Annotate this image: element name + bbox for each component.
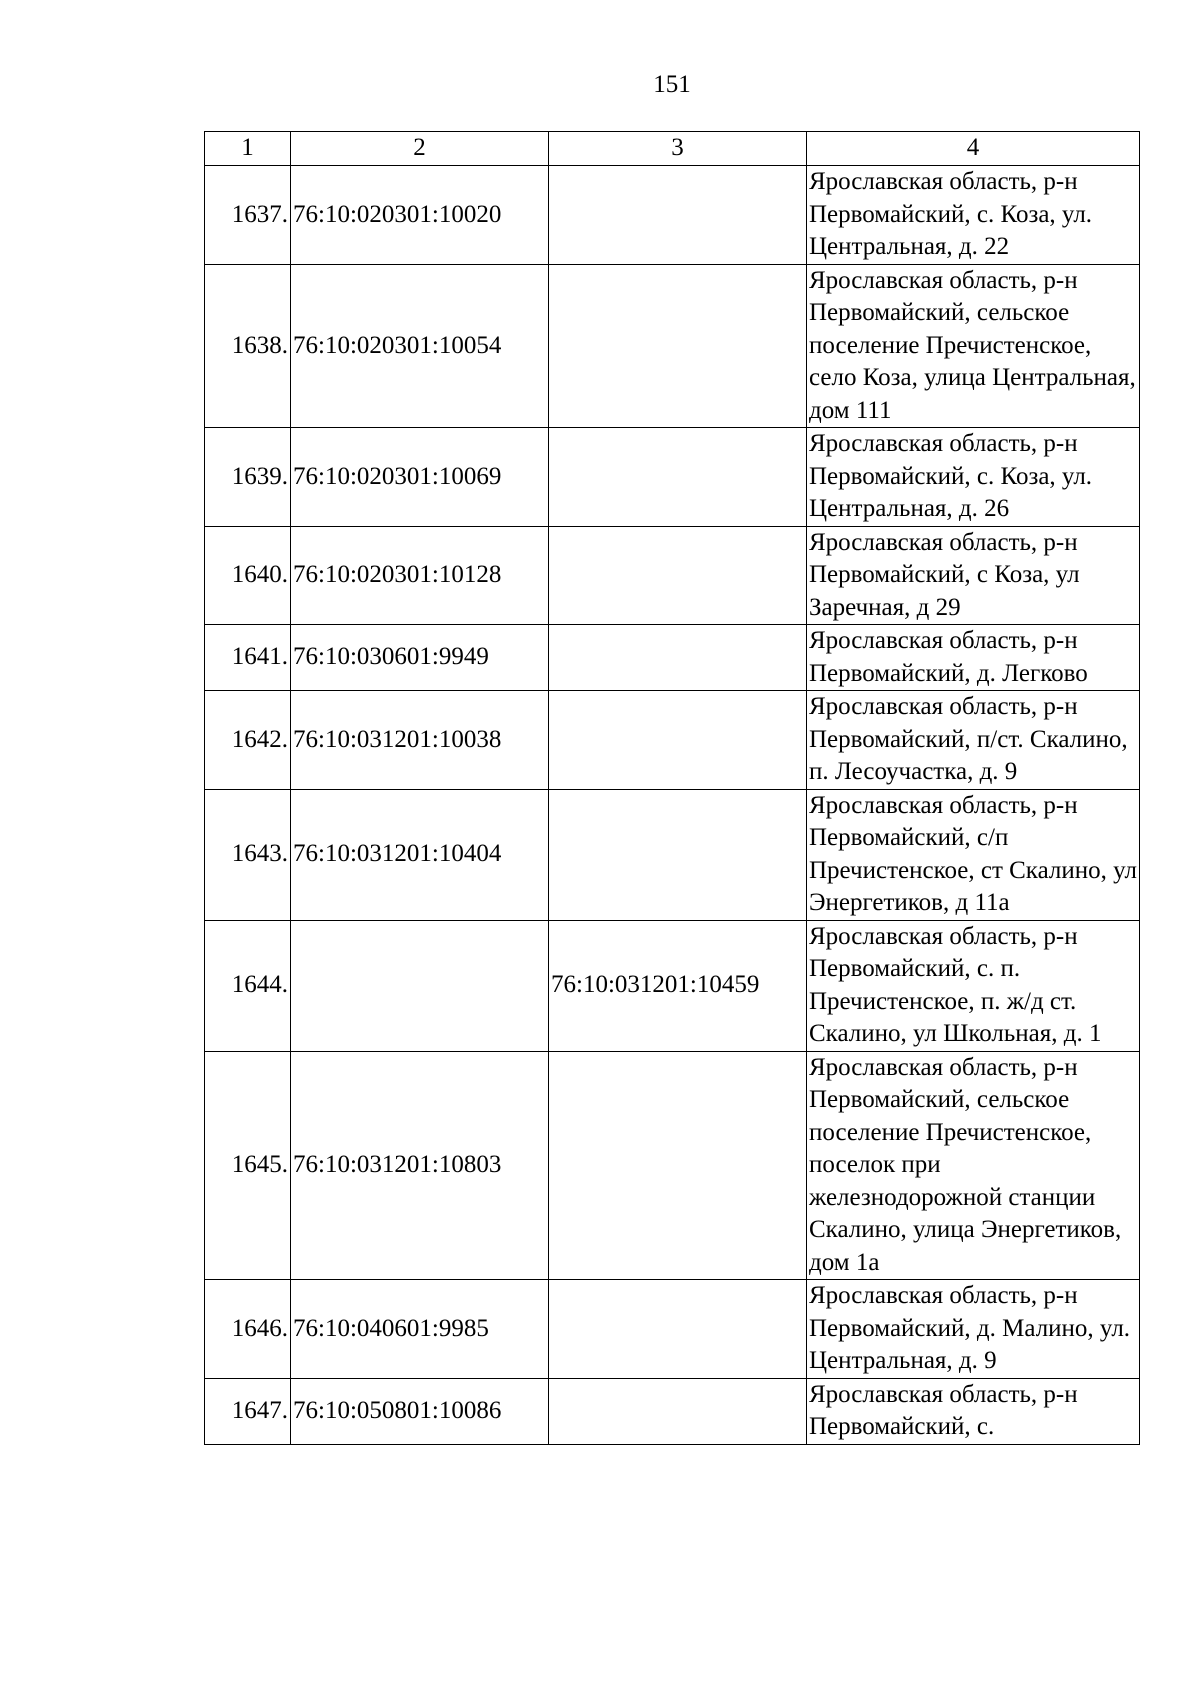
- table-row: [205, 526, 1140, 625]
- address: Ярославская область, р-н Первомайский, с. п. Пречистенское, п. ж/д ст. Скалино, ул Школьная, д. 1: [807, 920, 1140, 1051]
- page-number: 151: [653, 71, 691, 98]
- column-header-4: 4: [807, 132, 1140, 166]
- cadastral-number-alt: [549, 1280, 807, 1379]
- cadastral-number: 76:10:031201:10803: [291, 1051, 549, 1280]
- table-row: [205, 264, 1140, 428]
- cadastral-number: 76:10:020301:10069: [291, 428, 549, 527]
- column-header-3: 3: [549, 132, 807, 166]
- registry-table: [204, 131, 1140, 1445]
- column-header-1: 1: [205, 132, 291, 166]
- table-row: [205, 428, 1140, 527]
- cadastral-number-alt: [549, 166, 807, 265]
- address: Ярославская область, р-н Первомайский, сельское поселение Пречистенское, село Коза, улица Центральная, дом 111: [807, 264, 1140, 428]
- table-row: [205, 1051, 1140, 1280]
- cadastral-number: 76:10:040601:9985: [291, 1280, 549, 1379]
- address: Ярославская область, р-н Первомайский, сельское поселение Пречистенское, поселок при железнодорожной станции Скалино, улица Энергетиков, дом 1а: [807, 1051, 1140, 1280]
- row-number: 1642.: [205, 691, 291, 790]
- row-number: 1639.: [205, 428, 291, 527]
- cadastral-number-alt: [549, 691, 807, 790]
- header-row: [205, 132, 1140, 166]
- address: Ярославская область, р-н Первомайский, п/ст. Скалино, п. Лесоучастка, д. 9: [807, 691, 1140, 790]
- cadastral-number-alt: [549, 264, 807, 428]
- cadastral-number-alt: [549, 428, 807, 527]
- row-number: 1647.: [205, 1378, 291, 1444]
- address: Ярославская область, р-н Первомайский, с. Коза, ул. Центральная, д. 26: [807, 428, 1140, 527]
- cadastral-number-alt: [549, 1378, 807, 1444]
- row-number: 1640.: [205, 526, 291, 625]
- cadastral-number: [291, 920, 549, 1051]
- cadastral-number-alt: 76:10:031201:10459: [549, 920, 807, 1051]
- row-number: 1644.: [205, 920, 291, 1051]
- address: Ярославская область, р-н Первомайский, с.: [807, 1378, 1140, 1444]
- cadastral-number: 76:10:020301:10128: [291, 526, 549, 625]
- row-number: 1645.: [205, 1051, 291, 1280]
- cadastral-number: 76:10:031201:10038: [291, 691, 549, 790]
- cadastral-number: 76:10:031201:10404: [291, 789, 549, 920]
- cadastral-number: 76:10:020301:10054: [291, 264, 549, 428]
- table-row: [205, 920, 1140, 1051]
- address: Ярославская область, р-н Первомайский, д. Малино, ул. Центральная, д. 9: [807, 1280, 1140, 1379]
- table-row: [205, 625, 1140, 691]
- cadastral-number-alt: [549, 625, 807, 691]
- cadastral-number: 76:10:050801:10086: [291, 1378, 549, 1444]
- table-header: [205, 132, 1140, 166]
- cadastral-number-alt: [549, 526, 807, 625]
- row-number: 1646.: [205, 1280, 291, 1379]
- table-row: [205, 1378, 1140, 1444]
- cadastral-number-alt: [549, 789, 807, 920]
- address: Ярославская область, р-н Первомайский, с Коза, ул Заречная, д 29: [807, 526, 1140, 625]
- row-number: 1643.: [205, 789, 291, 920]
- address: Ярославская область, р-н Первомайский, д. Легково: [807, 625, 1140, 691]
- row-number: 1641.: [205, 625, 291, 691]
- table-row: [205, 1280, 1140, 1379]
- table-row: [205, 789, 1140, 920]
- row-number: 1638.: [205, 264, 291, 428]
- address: Ярославская область, р-н Первомайский, с/п Пречистенское, ст Скалино, ул Энергетиков, д 11а: [807, 789, 1140, 920]
- table-row: [205, 166, 1140, 265]
- cadastral-number: 76:10:030601:9949: [291, 625, 549, 691]
- row-number: 1637.: [205, 166, 291, 265]
- cadastral-number-alt: [549, 1051, 807, 1280]
- column-header-2: 2: [291, 132, 549, 166]
- table-body: [205, 166, 1140, 1445]
- table-row: [205, 691, 1140, 790]
- address: Ярославская область, р-н Первомайский, с. Коза, ул. Центральная, д. 22: [807, 166, 1140, 265]
- cadastral-number: 76:10:020301:10020: [291, 166, 549, 265]
